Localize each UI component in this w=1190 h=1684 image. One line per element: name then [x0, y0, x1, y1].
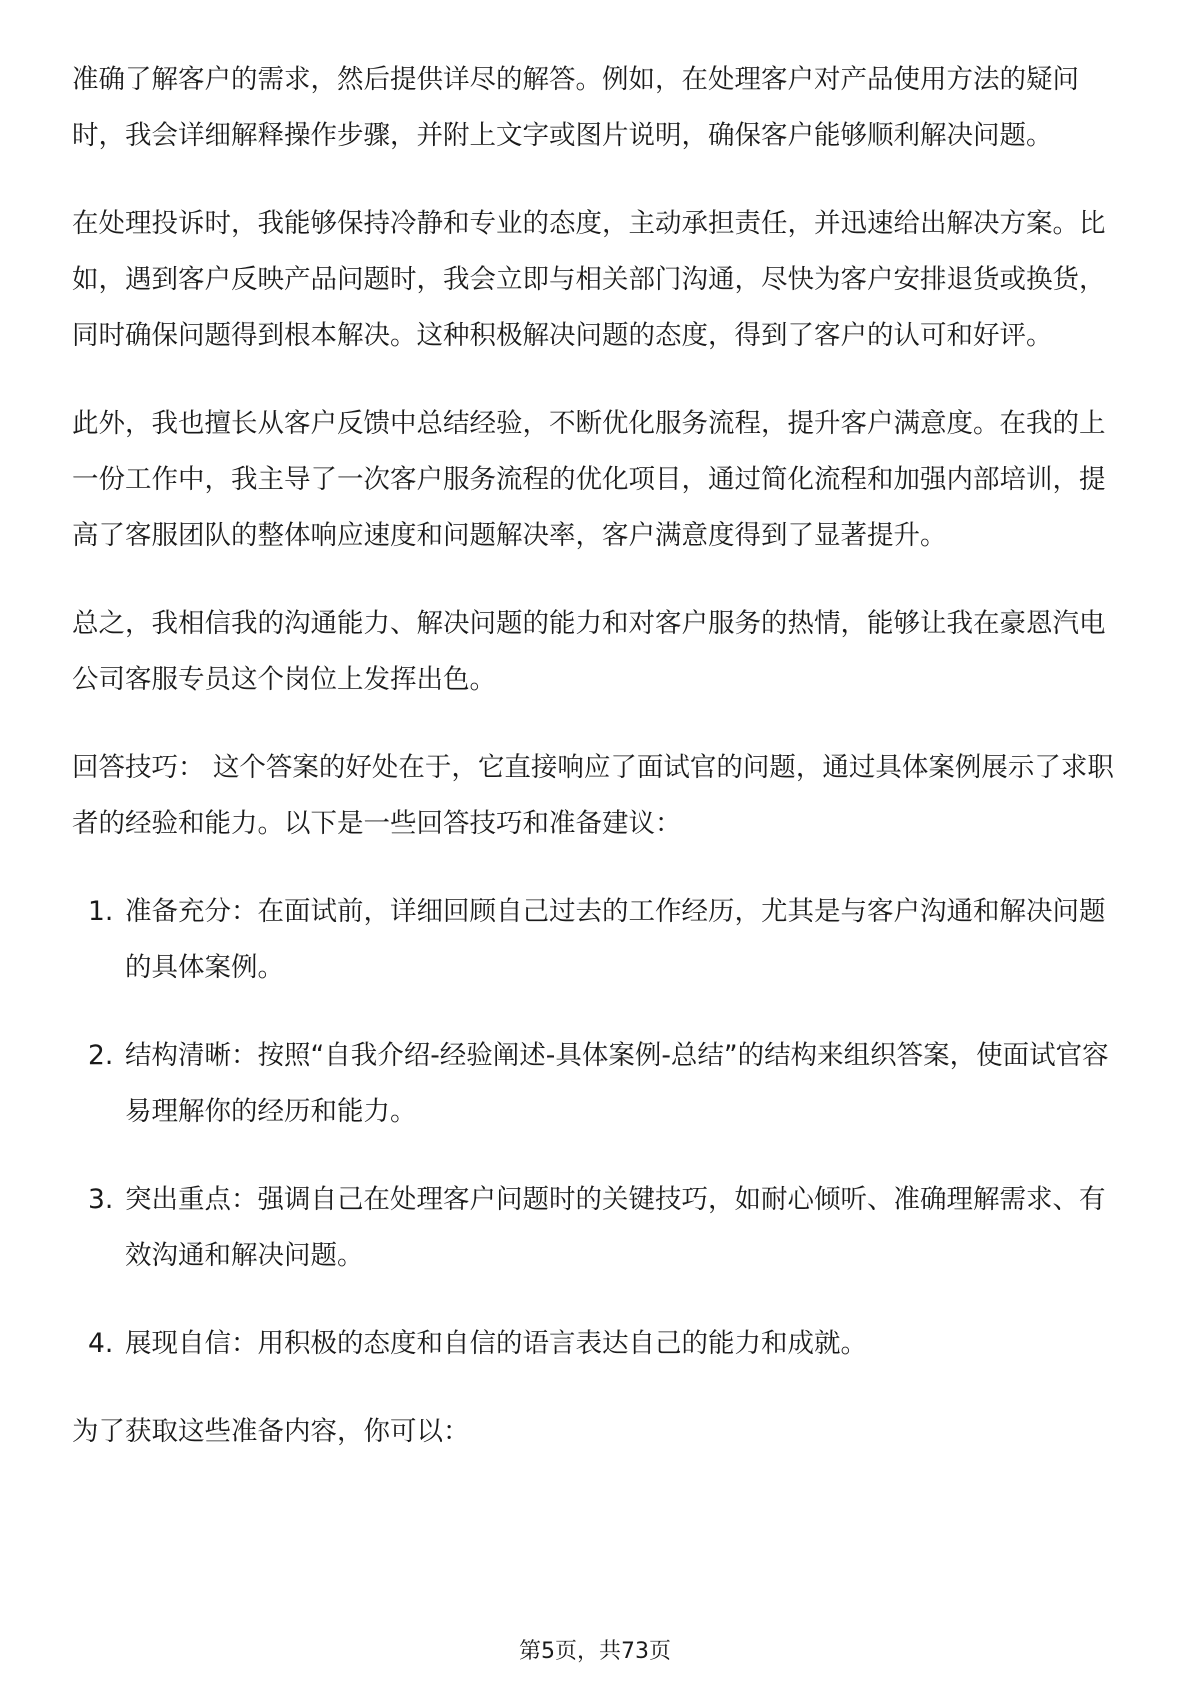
paragraph-answer-tips: 回答技巧： 这个答案的好处在于，它直接响应了面试官的问题，通过具体案例展示了求职者的经验和能力。以下是一些回答技巧和准备建议：: [72, 752, 1114, 839]
paragraph-complaint-handling: 在处理投诉时，我能够保持冷静和专业的态度，主动承担责任，并迅速给出解决方案。比如，遇到客户反映产品问题时，我会立即与相关部门沟通，尽快为客户安排退货或换货，同时确保问题得到根本解决。这种积极解决问题的态度，得到了客户的认可和好评。: [72, 208, 1106, 351]
list-item-number: 4.: [88, 1328, 114, 1359]
list-item-text: 准备充分：在面试前，详细回顾自己过去的工作经历，尤其是与客户沟通和解决问题的具体案例。: [125, 896, 1106, 983]
paragraph-conclusion: 总之，我相信我的沟通能力、解决问题的能力和对客户服务的热情，能够让我在豪恩汽电公司客服专员这个岗位上发挥出色。: [72, 608, 1106, 695]
list-item: [72, 1316, 1122, 1372]
list-item-text: 突出重点：强调自己在处理客户问题时的关键技巧，如耐心倾听、准确理解需求、有效沟通和解决问题。: [125, 1184, 1106, 1271]
list-item-number: 2.: [88, 1040, 114, 1071]
paragraph-answer-intro: 准确了解客户的需求，然后提供详尽的解答。例如，在处理客户对产品使用方法的疑问时，我会详细解释操作步骤，并附上文字或图片说明，确保客户能够顺利解决问题。: [72, 64, 1079, 151]
list-item: [72, 1028, 1122, 1140]
tips-list: [72, 884, 1122, 1372]
page-content: [72, 52, 1122, 1460]
list-item: [72, 1172, 1122, 1284]
page-number: 第5页，共73页: [519, 1639, 671, 1664]
paragraph-closing: 为了获取这些准备内容，你可以：: [72, 1416, 470, 1447]
list-item-text: 展现自信：用积极的态度和自信的语言表达自己的能力和成就。: [125, 1328, 867, 1359]
list-item-number: 3.: [88, 1184, 114, 1215]
paragraph-service-optimization: 此外，我也擅长从客户反馈中总结经验，不断优化服务流程，提升客户满意度。在我的上一份工作中，我主导了一次客户服务流程的优化项目，通过简化流程和加强内部培训，提高了客服团队的整体响应速度和问题解决率，客户满意度得到了显著提升。: [72, 408, 1106, 551]
list-item-text: 结构清晰：按照“自我介绍-经验阐述-具体案例-总结”的结构来组织答案，使面试官容易理解你的经历和能力。: [125, 1040, 1109, 1127]
list-item: [72, 884, 1122, 996]
list-item-number: 1.: [88, 896, 114, 927]
